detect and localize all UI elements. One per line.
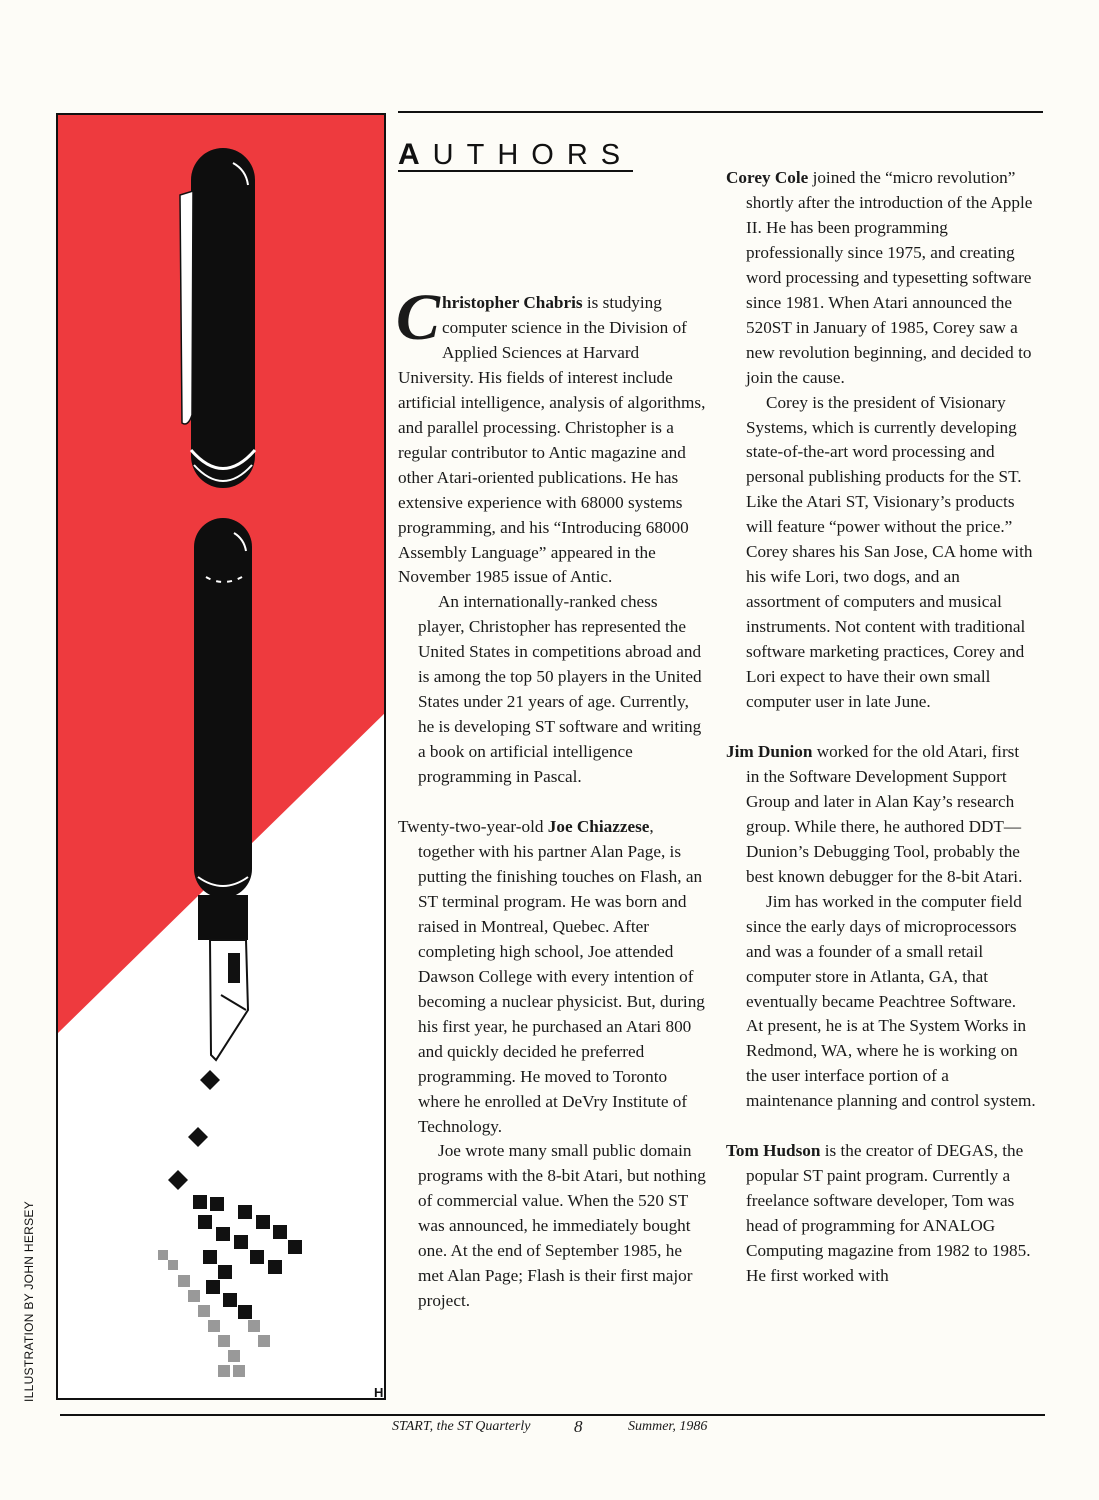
author-bio: is the creator of DEGAS, the popular ST paint program. Currently a freelance software developer, Tom was head of programming for ANALOG Computing magazine from 1982 to 1985. He first worked with [746,1141,1031,1286]
ink-drop [200,1070,220,1090]
section-title: AUTHORS [398,138,634,172]
author-bio-continued: Corey is the president of Visionary Systems, which is currently developing state-of-the-art word processing and personal publishing products for the ST. Like the Atari ST, Visionary’s products will feature “power without the price.” Corey shares his San Jose, CA home with his wife Lori, two dogs, and an assortment of computers and musical instruments. Not content with traditional software marketing practices, Corey and Lori expect to have their own small computer user in late June. [746,392,1033,712]
author-entry-cole [726,166,1036,715]
author-entry-hudson [726,1139,1036,1289]
author-bio: , together with his partner Alan Page, is putting the finishing touches on Flash, an ST terminal program. He was born and raised in Montreal, Quebec. After completing high school, Joe attended Dawson College with every intention of becoming a nuclear physicist. But, during his first year, he purchased an Atari 800 and quickly decided he preferred programming. He moved to Toronto where he enrolled at DeVry Institute of Technology. [418,817,705,1136]
drop-cap: C [396,281,441,354]
top-rule [398,111,1043,113]
author-name: Joe Chiazzese [547,817,650,837]
author-name: hristopher Chabris [442,293,583,312]
fountain-pen-illustration [58,115,386,1400]
author-name: Tom Hudson [726,1141,821,1161]
author-entry-dunion [726,740,1036,1114]
author-name: Jim Dunion [726,741,813,761]
author-name: Corey Cole [726,168,809,187]
bottom-rule [60,1414,1045,1416]
pen-clip [180,191,193,424]
pen-cap [191,148,255,488]
author-bio: joined the “micro revolution” shortly after the introduction of the Apple II. He has been programming professionally since 1975, and creating word processing and typesetting software since 1981. When Atari announced the 520ST in January of 1985, Corey saw a new revolution beginning, and decided to join the cause. [746,168,1033,387]
ink-splash-shadow [158,1250,270,1377]
illustration-panel [56,113,386,1400]
pen-barrel [194,518,252,898]
page-number: 8 [574,1417,583,1436]
left-column [396,281,708,1314]
illustration-credit: ILLUSTRATION BY JOHN HERSEY [22,1200,36,1402]
author-entry-chabris [396,281,708,790]
author-bio-continued: Jim has worked in the computer field since the early days of microprocessors and was a founder of a small retail computer store in Atlanta, GA, that eventually became Peachtree Software. At present, he is at The System Works in Redmond, WA, where he is working on the user interface portion of a maintenance planning and control system. [746,891,1036,1111]
issue-date: Summer, 1986 [628,1419,708,1434]
author-bio: worked for the old Atari, first in the Software Development Support Group and later in Alan Kay’s research group. While there, he authored DDT—Dunion’s Debugging Tool, probably the best known debugger for the 8-bit Atari. [746,741,1023,886]
illustrator-signature: H [374,1385,384,1400]
author-bio-continued: An internationally-ranked chess player, Christopher has represented the United States in competitions abroad and is among the top 50 players in the United States under 21 years of age. Currently, he is developing ST software and writing a book on artificial intelligence programming in Pascal. [418,592,702,787]
ink-splash [193,1195,302,1319]
right-column [726,166,1036,1289]
publication-name: START, the ST Quarterly [392,1419,531,1434]
author-bio: is studying computer science in the Division of Applied Sciences at Harvard University. His fields of interest include artificial intelligence, analysis of algorithms, and parallel processing. Christopher is a regular contributor to Antic magazine and other Atari-oriented publications. He has extensive experience with 68000 systems programming, and his “Introducing 68000 Assembly Language” appeared in the November 1985 issue of Antic. [398,293,706,587]
author-bio-continued: Joe wrote many small public domain programs with the 8-bit Atari, but nothing of commercial value. When the 520 ST was announced, he immediately bought one. At the end of September 1985, he met Alan Page; Flash is their first major project. [418,1141,706,1311]
author-entry-chiazzese: Twenty-two-year-old Joe Chiazzese, together with his partner Alan Page, is putting the finishing touches on Flash, an ST terminal program. He was born and raised in Montreal, Quebec. After completing high school, Joe attended Dawson College with every intention of becoming a nuclear physicist. But, during his first year, he purchased an Atari 800 and quickly decided he preferred programming. He moved to Toronto where he enrolled at DeVry Institute of Technology. Joe wrote many small public domain programs with the 8-bit Atari, but nothing of commercial value. When the 520 ST was announced, he immediately bought one. At the end of September 1985, he met Alan Page; Flash is their first major project. [398,815,708,1314]
